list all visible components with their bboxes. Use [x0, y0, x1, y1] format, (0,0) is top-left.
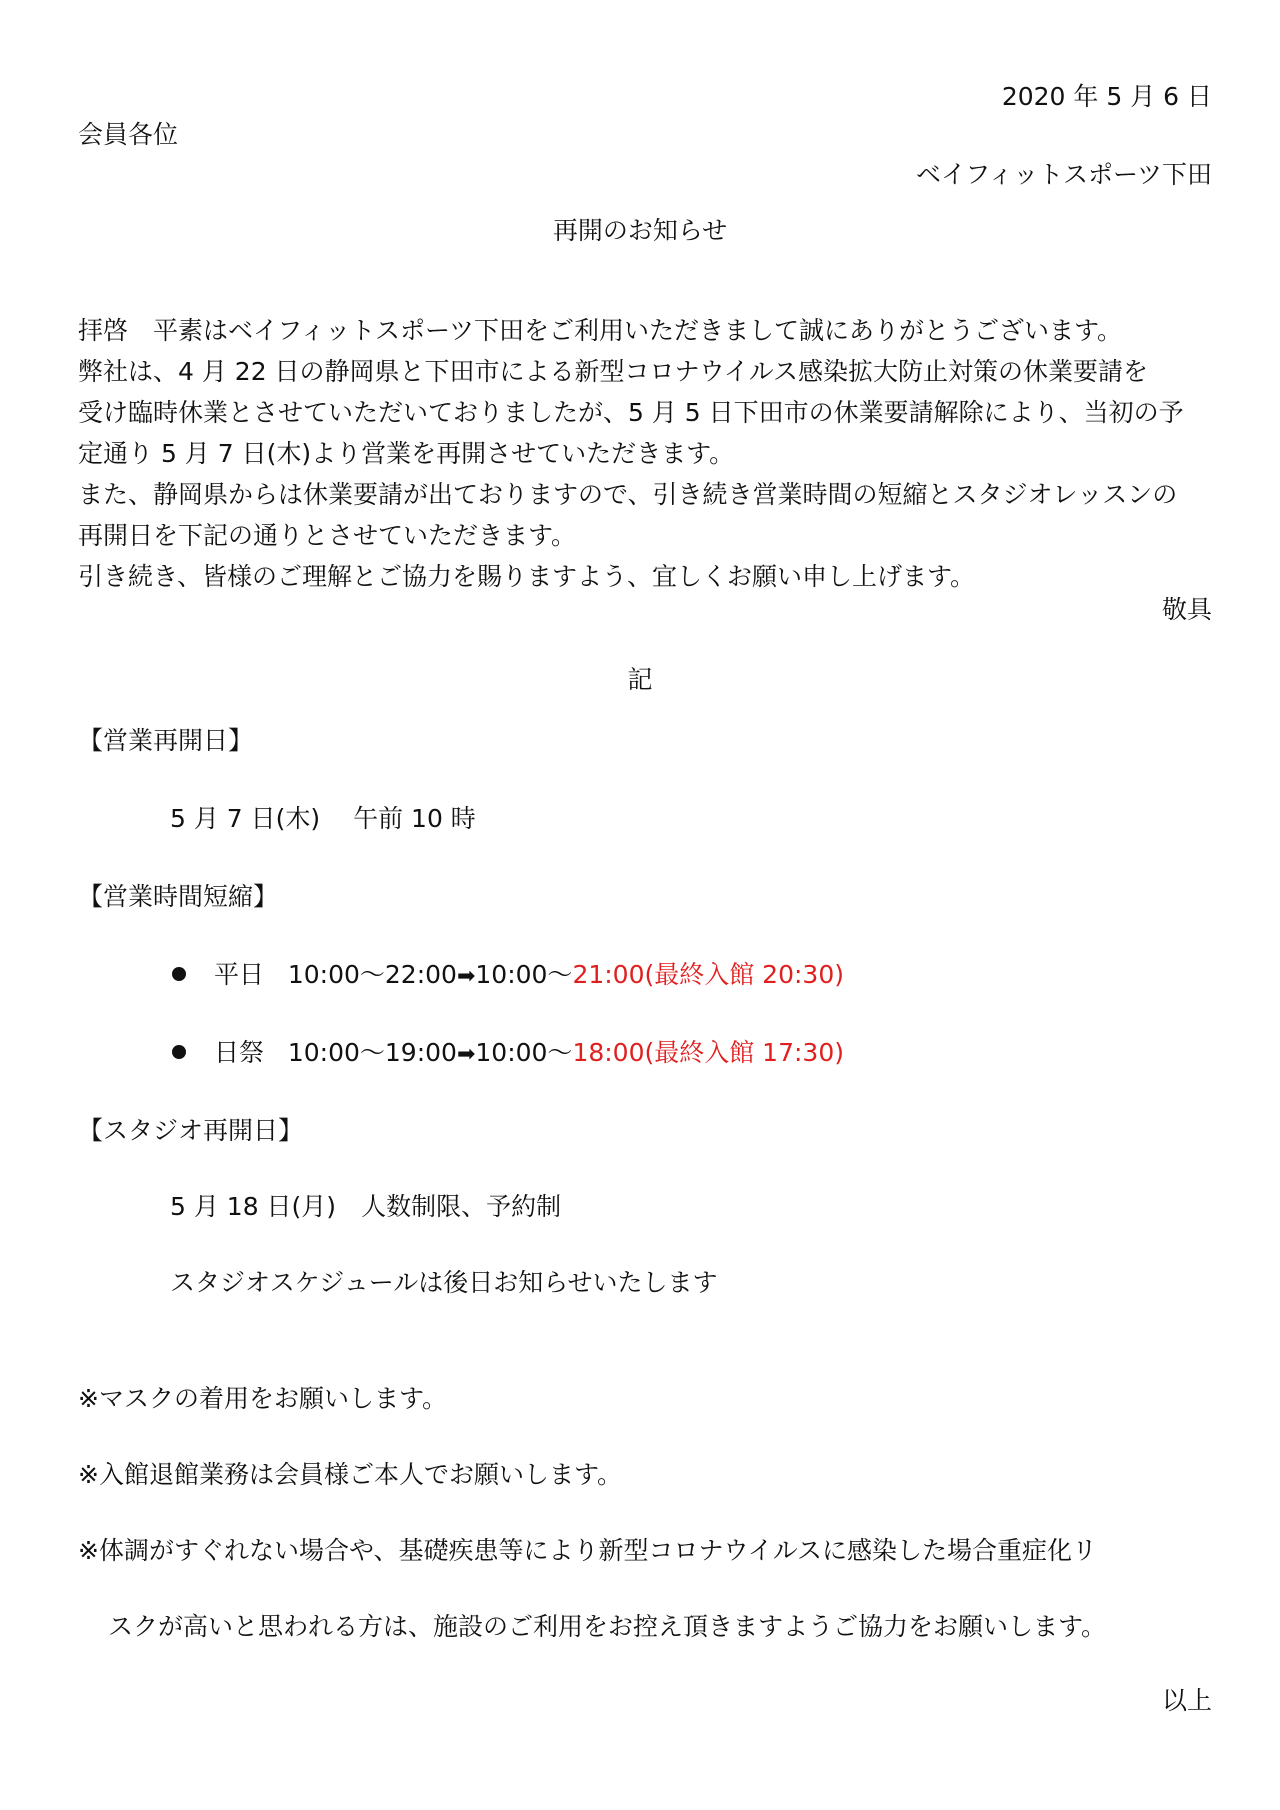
note-checkin: ※入館退館業務は会員様ご本人でお願いします。 [78, 1460, 622, 1489]
weekday-new-end: 21:00(最終入館 20:30) [572, 960, 844, 989]
holiday-label: 日祭 [214, 1038, 265, 1067]
holiday-new-start: 10:00～ [475, 1038, 573, 1067]
body-line: 再開日を下記の通りとさせていただきます。 [78, 521, 577, 550]
recipient: 会員各位 [78, 120, 179, 149]
arrow-right-icon: ➡ [456, 1042, 476, 1067]
arrow-right-icon: ➡ [456, 964, 476, 989]
end-ijou: 以上 [1161, 1686, 1212, 1715]
studio-detail: 5 月 18 日(月) 人数制限、予約制 [170, 1192, 562, 1221]
reopen-heading: 【営業再開日】 [78, 726, 254, 755]
weekday-label: 平日 [214, 960, 265, 989]
weekday-new-start: 10:00～ [475, 960, 573, 989]
hours-heading: 【営業時間短縮】 [78, 882, 279, 911]
body-line: 拝啓 平素はベイフィットスポーツ下田をご利用いただきまして誠にありがとうございます。 [78, 316, 1123, 345]
body-line: 弊社は、4 月 22 日の静岡県と下田市による新型コロナウイルス感染拡大防止対策の休業要請を [78, 357, 1149, 386]
closing-keigu: 敬具 [1161, 595, 1212, 624]
document-date: 2020 年 5 月 6 日 [1001, 82, 1212, 111]
ki-heading: 記 [627, 665, 653, 694]
weekday-old-hours: 10:00～22:00 [287, 960, 457, 989]
document-title: 再開のお知らせ [552, 216, 728, 245]
studio-heading: 【スタジオ再開日】 [78, 1116, 304, 1145]
holiday-old-hours: 10:00～19:00 [287, 1038, 457, 1067]
bullet-icon [172, 1045, 186, 1059]
sender: ベイフィットスポーツ下田 [915, 160, 1212, 189]
body-line: また、静岡県からは休業要請が出ておりますので、引き続き営業時間の短縮とスタジオレッスンの [78, 480, 1178, 509]
reopen-detail: 5 月 7 日(木) 午前 10 時 [170, 804, 476, 833]
body-line: 引き続き、皆様のご理解とご協力を賜りますよう、宜しくお願い申し上げます。 [78, 562, 976, 591]
bullet-icon [172, 967, 186, 981]
note-health-line1: ※体調がすぐれない場合や、基礎疾患等により新型コロナウイルスに感染した場合重症化リ [78, 1536, 1097, 1565]
body-paragraph [78, 310, 1208, 597]
body-line: 定通り 5 月 7 日(木)より営業を再開させていただきます。 [78, 439, 735, 468]
body-line: 受け臨時休業とさせていただいておりましたが、5 月 5 日下田市の休業要請解除により、当初の予 [78, 398, 1184, 427]
studio-note: スタジオスケジュールは後日お知らせいたします [170, 1268, 718, 1297]
note-health-line2: スクが高いと思われる方は、施設のご利用をお控え頂きますようご協力をお願いします。 [108, 1612, 1107, 1641]
holiday-hours-row [172, 1038, 844, 1068]
weekday-hours-row [172, 960, 844, 990]
holiday-new-end: 18:00(最終入館 17:30) [572, 1038, 844, 1067]
note-mask: ※マスクの着用をお願いします。 [78, 1384, 447, 1413]
